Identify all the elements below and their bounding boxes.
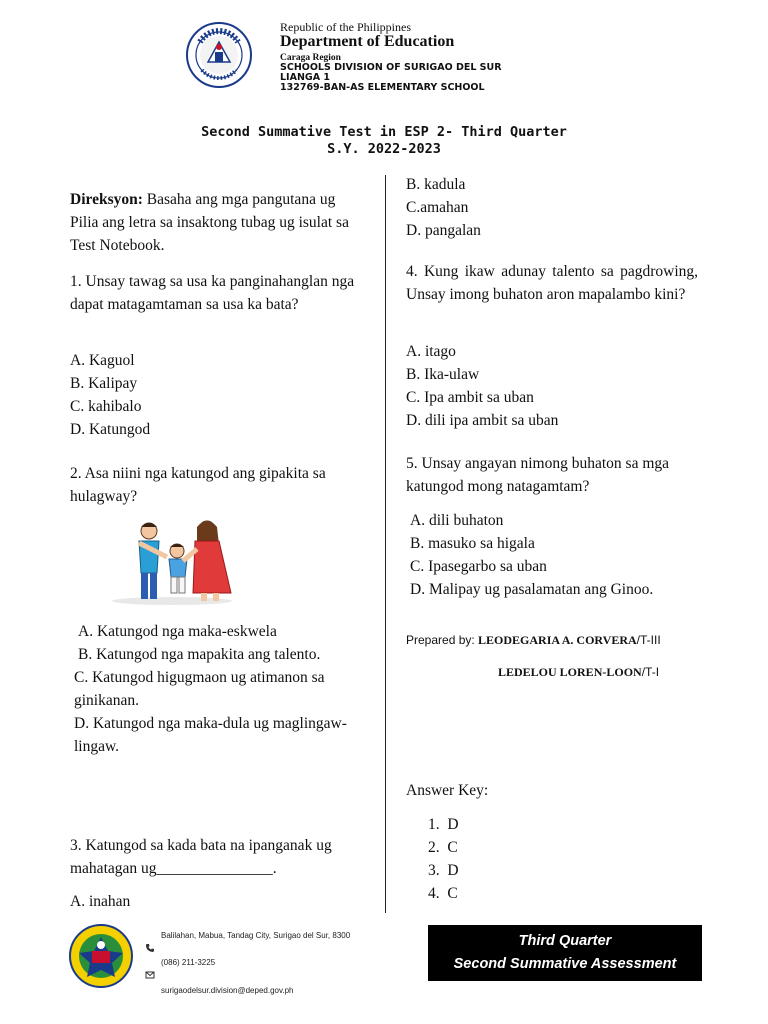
question-2 [70, 462, 365, 508]
option: C.amahan [406, 199, 469, 216]
footer-address: Balilahan, Mabua, Tandag City, Surigao del Sur, 8300 [161, 931, 351, 940]
question-2-stem: 2. Asa niini nga katungod ang gipakita sa hulagway? [70, 465, 326, 505]
children-illustration-icon [97, 517, 259, 607]
option: A. inahan [70, 893, 131, 910]
question-5 [406, 452, 698, 498]
option: C. Katungod higugmaon ug atimanon sa ginikanan. [74, 669, 325, 709]
directions-label: Direksyon: [70, 191, 143, 208]
option: A. Katungod nga maka-eskwela [78, 623, 277, 640]
option: D. pangalan [406, 222, 481, 239]
option: A. itago [406, 343, 456, 360]
preparer-2-title: /T-I [641, 665, 660, 679]
region-label: Caraga Region [280, 53, 341, 63]
option: A. Kaguol [70, 352, 135, 369]
answer-item: 2. C [428, 839, 458, 856]
question-2-options [70, 620, 365, 758]
phone-icon [145, 943, 155, 953]
answer-item: 4. C [428, 885, 458, 902]
question-3-stem: 3. Katungod sa kada bata na ipanganak ug mahatagan ug_______________. [70, 837, 332, 877]
footer-phone: (086) 211-3225 [161, 958, 216, 967]
school-year: S.Y. 2022-2023 [327, 141, 441, 157]
assessment-badge [428, 925, 702, 981]
republic-label: Republic of the Philippines [280, 20, 411, 34]
question-1 [70, 270, 365, 316]
question-3-options-continued [406, 173, 698, 242]
question-4-options [406, 340, 698, 432]
column-divider [385, 175, 386, 913]
division-seal-icon [68, 923, 134, 989]
email-icon [145, 970, 155, 980]
answer-key-list [428, 813, 459, 905]
school-label: 132769-BAN-AS ELEMENTARY SCHOOL [280, 82, 485, 93]
option: C. Ipa ambit sa uban [406, 389, 534, 406]
option: C. Ipasegarbo sa uban [410, 558, 547, 575]
preparer-2-name: LEDELOU LOREN-LOON [498, 665, 642, 679]
prepared-by [406, 632, 698, 648]
prepared-by-label: Prepared by: [406, 633, 479, 647]
question-4-stem: 4. Kung ikaw adunay talento sa pagdrowing, Unsay imong buhaton aron mapalambo kini? [406, 263, 698, 303]
question-5-options [410, 509, 702, 601]
badge-line-1: Third Quarter [518, 933, 612, 949]
district-label: LIANGA 1 [280, 72, 330, 83]
question-1-options [70, 349, 365, 441]
test-title: Second Summative Test in ESP 2- Third Quarter [201, 124, 567, 140]
directions-text: Basaha ang mga pangutana ug Pilia ang letra sa insaktong tubag ug isulat sa Test Notebook. [70, 191, 349, 254]
option: D. dili ipa ambit sa uban [406, 412, 559, 429]
prepared-by-2 [498, 664, 659, 680]
option: B. Kalipay [70, 375, 138, 392]
directions [70, 188, 365, 257]
option: B. kadula [406, 176, 466, 193]
option: D. Katungod [70, 421, 151, 438]
option: A. dili buhaton [410, 512, 504, 529]
question-5-stem: 5. Unsay angayan nimong buhaton sa mga katungod mong natagamtam? [406, 455, 670, 495]
question-1-stem: 1. Unsay tawag sa usa ka panginahanglan nga dapat matagamtaman sa usa ka bata? [70, 273, 355, 313]
option: B. Katungod nga mapakita ang talento. [78, 646, 321, 663]
answer-item: 3. D [428, 862, 459, 879]
option: D. Malipay ug pasalamatan ang Ginoo. [410, 581, 654, 598]
question-3-option-a [70, 890, 365, 913]
footer-email: surigaodelsur.division@deped.gov.ph [161, 986, 294, 995]
option: C. kahibalo [70, 398, 142, 415]
option: D. Katungod nga maka-dula ug maglingaw-lingaw. [74, 715, 347, 755]
option: B. Ika-ulaw [406, 366, 480, 383]
deped-seal-icon [186, 22, 252, 88]
answer-item: 1. D [428, 816, 459, 833]
division-label: SCHOOLS DIVISION OF SURIGAO DEL SUR [280, 62, 502, 73]
option: B. masuko sa higala [410, 535, 535, 552]
question-4 [406, 260, 698, 306]
department-name: Department of Education [280, 33, 455, 50]
preparer-1-title: /T-III [636, 633, 661, 647]
preparer-1-name: LEODEGARIA A. CORVERA [478, 633, 637, 647]
badge-line-2: Second Summative Assessment [453, 956, 677, 972]
question-3 [70, 834, 365, 880]
answer-key-label: Answer Key: [406, 782, 489, 799]
